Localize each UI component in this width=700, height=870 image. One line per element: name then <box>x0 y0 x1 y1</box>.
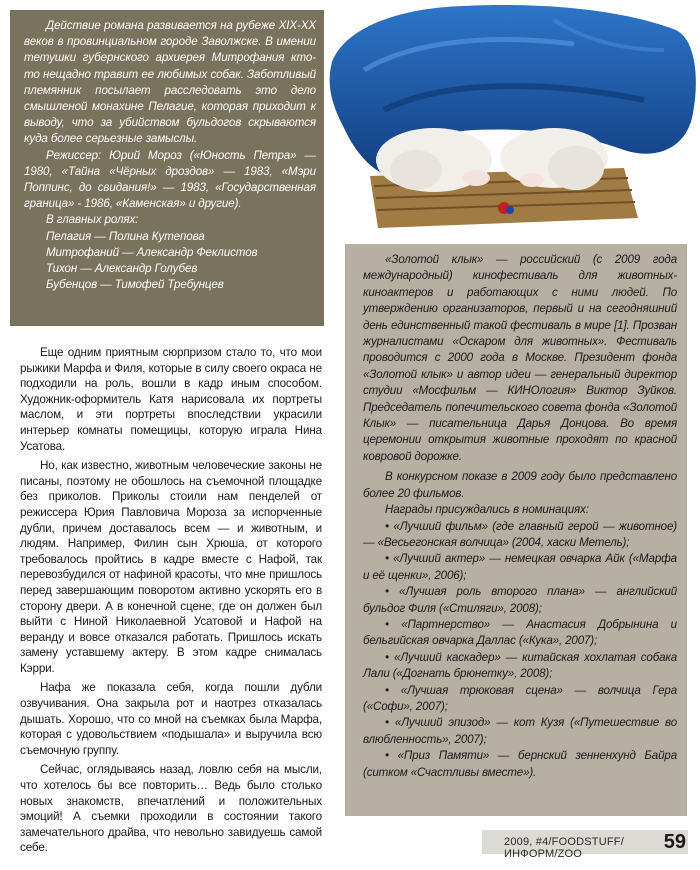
award-item: • «Лучшая трюковая сцена» — волчица Гера («Софи», 2007); <box>363 683 677 713</box>
role-line: Пелагия — Полина Кутепова <box>46 229 205 243</box>
film-info-box <box>10 10 324 326</box>
festival-contest: В конкурсном показе в 2009 году было представлено более 20 фильмов. <box>363 470 677 500</box>
awards-heading: Награды присуждались в номинациях: <box>385 503 589 517</box>
award-item: • «Лучший фильм» (где главный герой — животное) — «Весьегонская волчица» (2004, хаски Метель); <box>363 519 677 549</box>
article-paragraph: Еще одним приятным сюрпризом стало то, что мои рыжики Марфа и Филя, которые в силу своего окраса не подходили на роль, вошли в кадр иным способом. Художник-оформитель Катя нарисовала их портреты маслом, и эти портреты впоследствии украсили интерьер комнаты помещицы, которую играла Нина Усатова. <box>20 346 322 453</box>
article-paragraph: Но, как известно, животным человеческие законы не писаны, поэтому не обошлось на съемочной площадке без приколов. Приколы стоили нам пенделей от режиссера Юрия Павловича Мороза за испорченные дубли, причем доставалось всем — и животным, и людям. Например, Филин сын Хрюша, от которого требовалось пройтись в кадре вместе с Нафой, так перевозбудился от нафиной красоты, что мне пришлось перед завершающим поворотом активно ускорять его в сторону двери. А в конечной сцене, где он должен был выйти с Ниной Николаевной Усатовой и Нафой на веранду и вовсе отказался работать. Пришлось искать замену уставшему актеру. В этом кадре снималась Кэрри. <box>20 459 322 675</box>
film-director: Режиссер: Юрий Мороз («Юность Петра» — 1980, «Тайна «Чёрных дроздов» — 1983, «Мэри Поппинс, до свидания!» — 1983, «Государственная граница» - 1986, «Каменская» и другие). <box>24 148 316 211</box>
running-title: 2009, #4/FOODSTUFF/ИНФОРМ/ZOO <box>504 836 624 860</box>
page-number: 59 <box>663 831 686 853</box>
award-item: • «Лучший эпизод» — кот Кузя («Путешествие во влюбленность», 2007); <box>363 716 677 746</box>
puppies-illustration <box>324 0 700 236</box>
role-line: Митрофаний — Александр Феклистов <box>46 245 258 259</box>
award-item: • «Лучшая роль второго плана» — английский бульдог Филя («Стиляги», 2008); <box>363 585 677 615</box>
award-item: • «Лучший каскадер» — китайская хохлатая собака Лали («Догнать брюнетку», 2008); <box>363 650 677 681</box>
article-paragraph: Сейчас, оглядываясь назад, ловлю себя на мысли, что хотелось бы все повторить… Ведь было столько новых знакомств, впечатлений и положительных эмоций! А съемки проходили в состоянии такого замечательного драйва, что невольно завидуешь самой себе. <box>20 763 322 855</box>
film-synopsis: Действие романа развивается на рубеже XIX-XX веков в провинциальном городе Заволжске. В имении тетушки губернского архиерея Митрофания кто-то нещадно травит ее любимых собак. Заботливый племянник посылает расследовать это дело смышленой монахине Пелагие, которая приходит к выводу, что за убийством бульдогов скрываются куда более серьезные замыслы. <box>24 19 316 146</box>
award-item: • «Партнерство» — Анастасия Добрынина и бельгийская овчарка Даллас («Кука», 2007); <box>363 617 677 648</box>
page-footer <box>482 830 688 860</box>
award-item: • «Лучший актер» — немецкая овчарка Айк («Марфа и её щенки», 2006); <box>363 552 677 582</box>
festival-info-box <box>345 244 687 816</box>
roles-heading: В главных ролях: <box>46 213 139 227</box>
role-line: Тихон — Александр Голубев <box>46 262 198 276</box>
festival-intro: «Золотой клык» — российский (с 2009 года международный) кинофестиваль для животных-киноактеров и работающих с ними людей. По утверждению организаторов, первый и на сегодняшний день единственный такой фестиваль в мире [1]. Прозван журналистами «Оскаром для животных». Фестиваль проводится с 2000 года в Москве. Президент фонда «Золотой клык» и автор идеи — генеральный директор студии «Мосфильм — КИНОлогия» Виктор Зуйков. Председатель попечительского совета фонда «Золотой Клык» — писательница Дарья Донцова. Во время церемонии открытия животные проходят по красной ковровой дорожке. <box>363 253 677 463</box>
article-paragraph: Нафа же показала себя, когда пошли дубли озвучивания. Она закрыла рот и наотрез отказалась дышать. Хорошо, что со мной на съемках была Марфа, которая с удовольствием «подышала» и выручила всю съемочную группу. <box>20 681 322 757</box>
role-line: Бубенцов — Тимофей Требунцев <box>46 278 224 292</box>
puppies-photo <box>324 0 700 236</box>
award-item: • «Приз Памяти» — бернский зенненхунд Байра (ситком «Счастливы вместе»). <box>363 749 677 779</box>
article-body <box>20 345 322 860</box>
